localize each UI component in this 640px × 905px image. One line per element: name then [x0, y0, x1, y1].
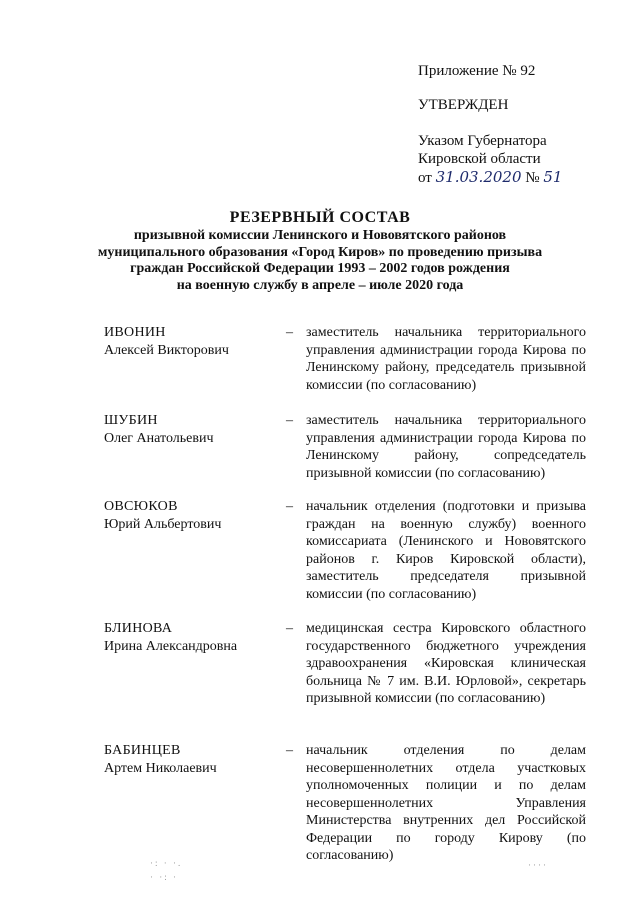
approved-heading: УТВЕРЖДЕН [418, 97, 509, 113]
date-prefix: от [418, 170, 432, 186]
member-entry [104, 498, 594, 620]
member-surname: ШУБИН [104, 413, 158, 428]
member-entry [104, 324, 594, 412]
member-dash: – [286, 413, 293, 428]
title-line: призывной комиссии Ленинского и Нововятского районов [133, 228, 507, 243]
handwritten-number: 51 [543, 168, 563, 186]
member-description: заместитель начальника территориального управления администрации города Кирова по Ленинскому району, председатель призывной комиссии (по согласованию) [306, 325, 586, 393]
member-given-name: Юрий Альбертович [104, 517, 222, 532]
decree-date-line [418, 168, 628, 187]
scan-artifact: ···· [528, 860, 548, 870]
member-given-name: Ирина Александровна [104, 639, 238, 654]
member-surname: ОВСЮКОВ [104, 499, 178, 514]
handwritten-date: 31.03.2020 [435, 168, 522, 186]
member-given-name: Артем Николаевич [104, 761, 217, 776]
document-title [40, 208, 600, 294]
member-description: медицинская сестра Кировского областного государственного бюджетного учреждения здравоохранения «Кировская клиническая больница № 7 им. В.И. Юрловой», секретарь призывной комиссии (по согласованию) [306, 621, 586, 706]
number-prefix: № [525, 170, 540, 186]
approval-block [418, 62, 628, 187]
member-description: начальник отделения по делам несовершеннолетних отдела участковых уполномоченных полиции и по делам несовершеннолетних Управления Министерства внутренних дел Российской Федерации по городу Кирову (по согласованию) [306, 743, 586, 863]
member-surname: БАБИНЦЕВ [104, 743, 181, 758]
member-name [104, 324, 284, 360]
member-surname: БЛИНОВА [104, 621, 173, 636]
member-dash: – [286, 499, 293, 514]
member-name [104, 742, 284, 778]
members-list [104, 324, 594, 862]
appendix-number: Приложение № 92 [418, 63, 536, 79]
title-line: на военную службу в апреле – июле 2020 года [176, 277, 464, 293]
title-line: муниципального образования «Город Киров» по проведению призыва [97, 244, 543, 260]
member-given-name: Олег Анатольевич [104, 431, 214, 446]
member-description: заместитель начальника территориального управления администрации города Кирова по Ленинскому району, сопредседатель призывной комиссии (по согласованию) [306, 413, 586, 481]
member-name [104, 620, 284, 656]
member-dash: – [286, 325, 293, 340]
member-given-name: Алексей Викторович [104, 343, 229, 358]
title-line: граждан Российской Федерации 1993 – 2002 годов рождения [130, 261, 510, 276]
title-main: РЕЗЕРВНЫЙ СОСТАВ [229, 209, 411, 226]
member-name [104, 498, 284, 534]
decree-line-1: Указом Губернатора [418, 133, 547, 149]
member-name [104, 412, 284, 448]
member-dash: – [286, 621, 293, 636]
member-entry [104, 742, 594, 862]
member-surname: ИВОНИН [104, 325, 166, 340]
scan-artifact: · ·: · [150, 872, 178, 882]
decree-line-2: Кировской области [418, 151, 541, 167]
member-dash: – [286, 743, 293, 758]
member-description: начальник отделения (подготовки и призыва граждан на военную службу) военного комиссариата (Ленинского и Нововятского районов г. Киров Кировской области), заместитель председателя призывной комиссии (по согласованию) [306, 499, 586, 602]
member-entry [104, 620, 594, 742]
scan-artifact: ·: · ·. [150, 858, 183, 868]
member-entry [104, 412, 594, 498]
